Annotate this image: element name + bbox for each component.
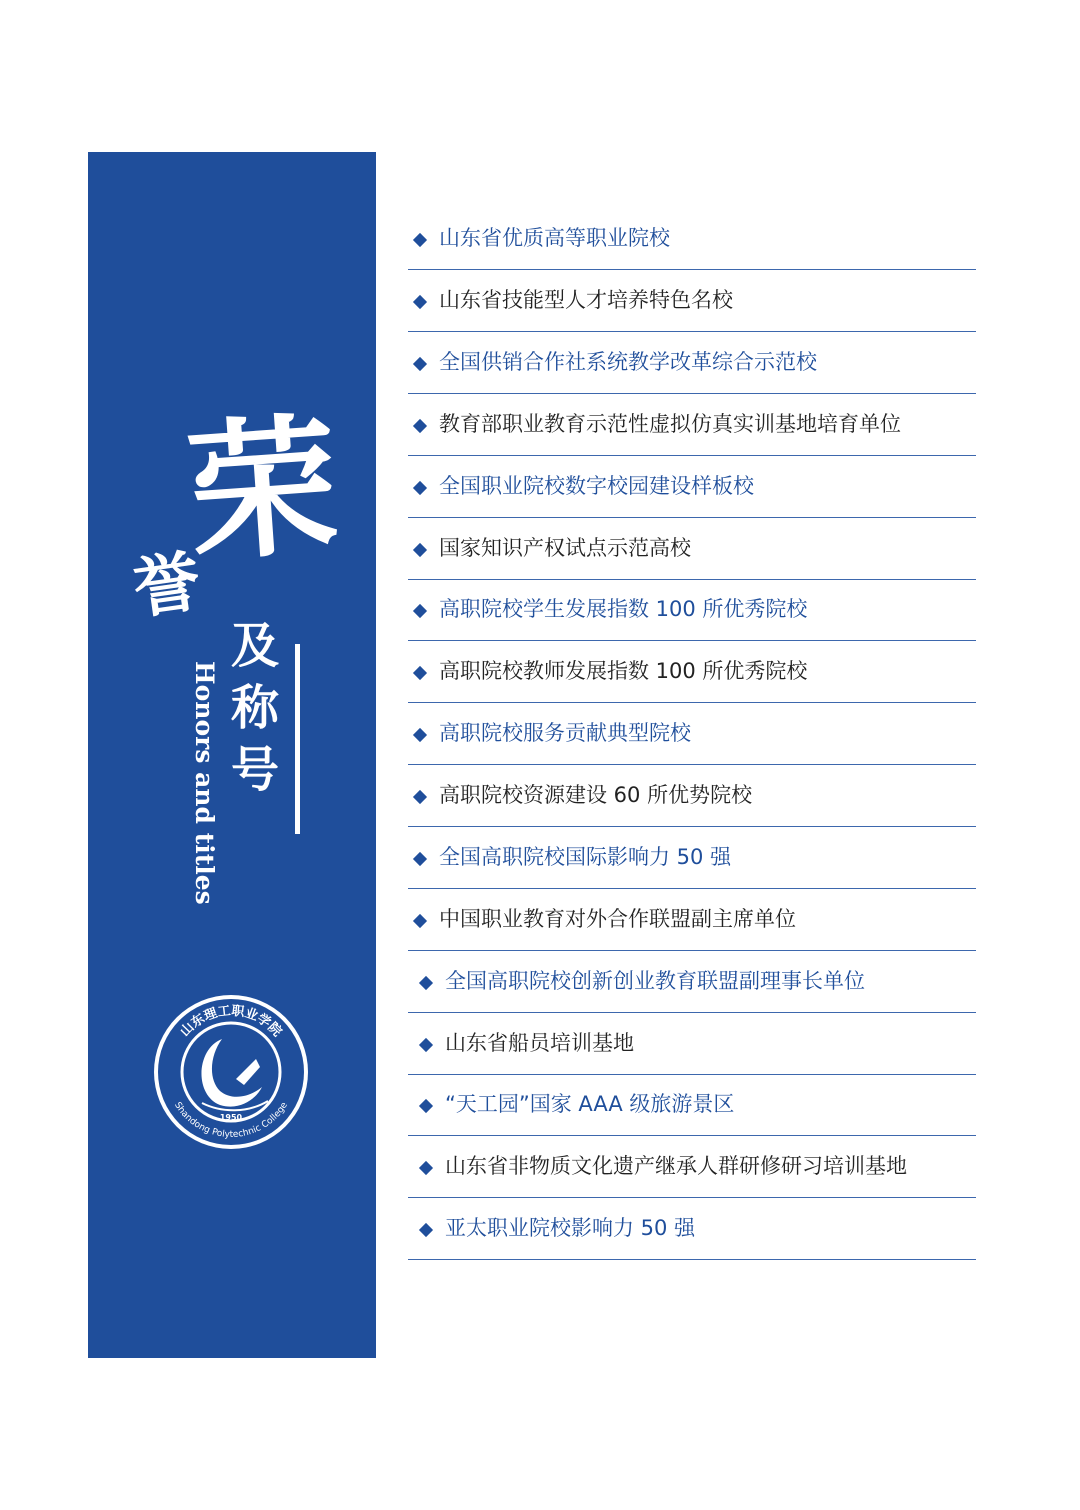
honor-label: 高职院校资源建设 60 所优势院校 <box>439 783 753 807</box>
diamond-bullet-icon <box>413 543 427 557</box>
honor-list-item <box>408 1198 976 1260</box>
honor-label: 山东省非物质文化遗产继承人群研修研习培训基地 <box>445 1154 907 1178</box>
title-english: Honors and titles <box>190 661 219 905</box>
honor-list-item <box>408 270 976 332</box>
diamond-bullet-icon <box>413 728 427 742</box>
honor-list-item <box>408 703 976 765</box>
honor-label: 国家知识产权试点示范高校 <box>439 536 691 560</box>
honor-list-item <box>408 765 976 827</box>
honor-label: 全国供销合作社系统教学改革综合示范校 <box>439 350 817 374</box>
logo-arc-bottom: Shandong Polytechnic College <box>172 1100 290 1141</box>
honor-list-item <box>408 579 976 641</box>
honor-list-item <box>408 889 976 951</box>
title-main-char: 荣 <box>182 396 344 584</box>
honor-list-item <box>408 332 976 394</box>
honor-label: 全国职业院校数字校园建设样板校 <box>439 474 754 498</box>
diamond-bullet-icon <box>413 604 427 618</box>
logo-arc-top: 山东理工职业学院 <box>177 1003 285 1040</box>
honor-list-item <box>408 1013 976 1075</box>
diamond-bullet-icon <box>413 790 427 804</box>
honor-label: 高职院校服务贡献典型院校 <box>439 721 691 745</box>
honor-label: 山东省优质高等职业院校 <box>439 226 670 250</box>
diamond-bullet-icon <box>419 1038 433 1052</box>
honor-list-item <box>408 456 976 518</box>
diamond-bullet-icon <box>413 914 427 928</box>
diamond-bullet-icon <box>413 481 427 495</box>
honor-list-item <box>408 827 976 889</box>
honor-label: 山东省技能型人才培养特色名校 <box>439 288 733 312</box>
honor-list-item <box>408 518 976 580</box>
honor-list-item <box>408 951 976 1013</box>
honor-list-item <box>408 1074 976 1136</box>
honor-label: 亚太职业院校影响力 50 强 <box>445 1216 696 1240</box>
diamond-bullet-icon <box>413 852 427 866</box>
honor-list-item <box>408 394 976 456</box>
honor-list-item <box>408 208 976 270</box>
diamond-bullet-icon <box>413 233 427 247</box>
diamond-bullet-icon <box>413 666 427 680</box>
diamond-bullet-icon <box>419 1161 433 1175</box>
honor-label: 全国高职院校国际影响力 50 强 <box>439 845 732 869</box>
honor-label: 中国职业教育对外合作联盟副主席单位 <box>439 907 796 931</box>
honor-label: “天工园”国家 AAA 级旅游景区 <box>445 1092 735 1116</box>
honor-list-item <box>408 1136 976 1198</box>
diamond-bullet-icon <box>413 357 427 371</box>
honor-list-item <box>408 641 976 703</box>
honor-label: 高职院校学生发展指数 100 所优秀院校 <box>439 597 808 621</box>
diamond-bullet-icon <box>413 295 427 309</box>
diamond-bullet-icon <box>413 419 427 433</box>
logo-year: 1950 <box>219 1113 243 1122</box>
honor-label: 教育部职业教育示范性虚拟仿真实训基地培育单位 <box>439 412 901 436</box>
honor-label: 全国高职院校创新创业教育联盟副理事长单位 <box>445 969 865 993</box>
honor-label: 高职院校教师发展指数 100 所优秀院校 <box>439 659 808 683</box>
honor-label: 山东省船员培训基地 <box>445 1031 634 1055</box>
diamond-bullet-icon <box>419 1099 433 1113</box>
diamond-bullet-icon <box>419 1223 433 1237</box>
title-vertical-chars: 及称号 <box>230 618 279 798</box>
title-second-char: 誉 <box>128 541 206 629</box>
diamond-bullet-icon <box>419 976 433 990</box>
